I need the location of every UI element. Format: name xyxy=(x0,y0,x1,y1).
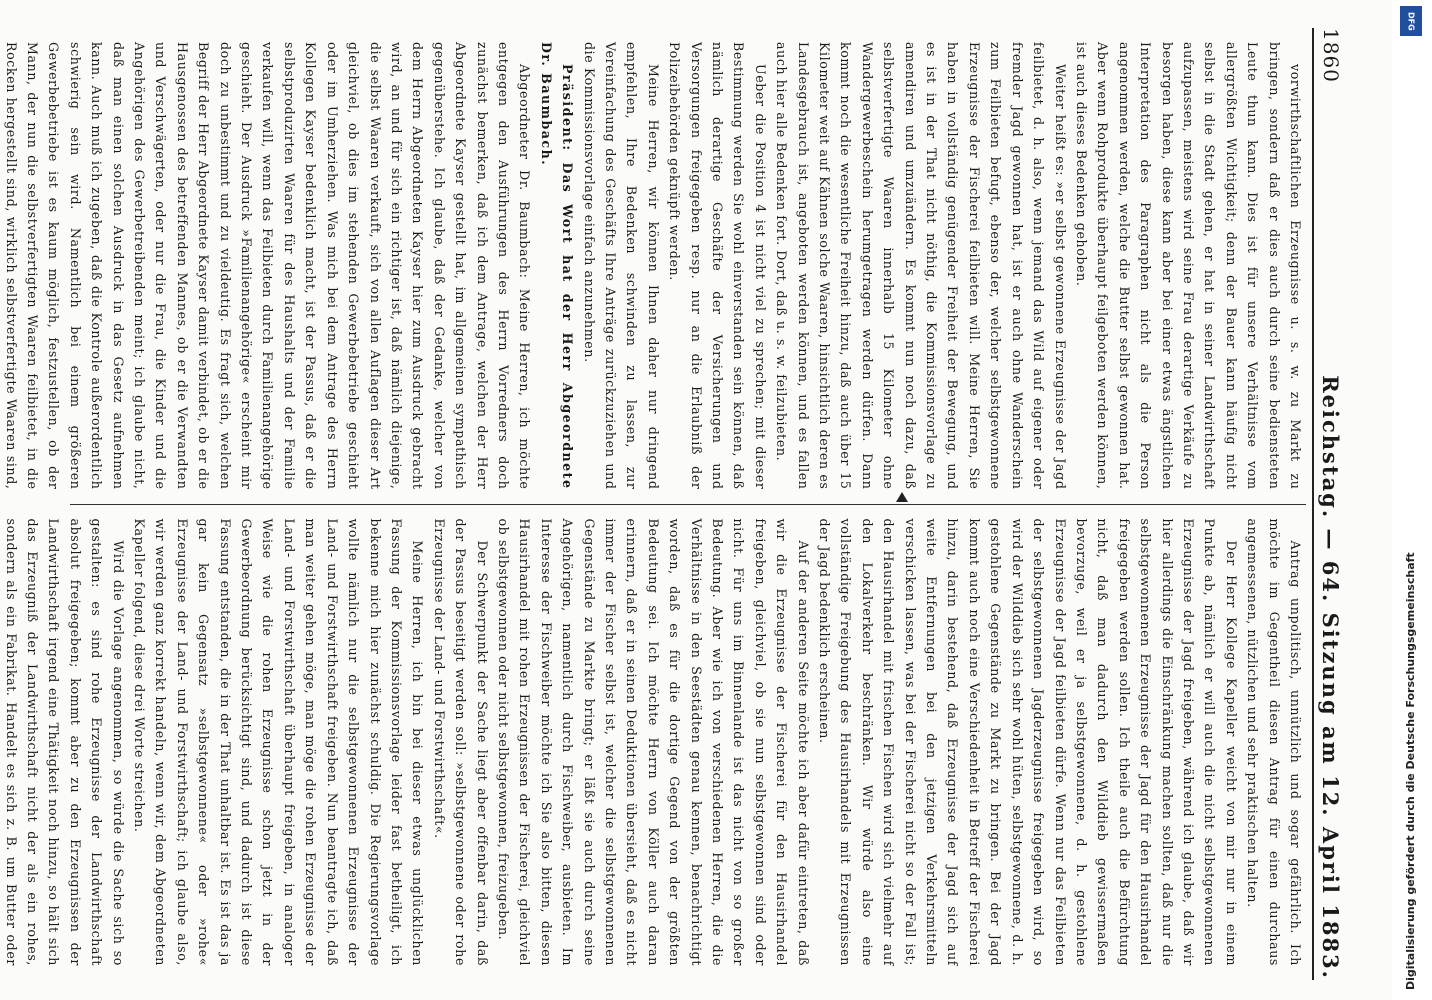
left-column xyxy=(3,28,1306,505)
dfg-logo: DFG xyxy=(1400,6,1422,36)
paragraph: Wird die Vorlage angenommen, so würde die Sache sich so gestalten: es sind rohe Erzeugnisse der Landwirthschaft absolut freigegeben; kommt aber zu den Erzeugnissen der Landwirthschaft irgend eine Thätigkeit noch hinzu, so hält sich das Erzeugniß der Landwirthschaft nicht der als ein rohes, sondern als ein Fabrikat. Handelt es sich z. B. um Butter oder xyxy=(3,518,126,966)
paragraph: Weiter heißt es: »er selbst gewonnene Erzeugnisse der Jagd feilbietet, d. h. also, wenn jemand das Wild auf eigener oder fremder Jagd gewonnen hat, ist er auch ohne Wanderschein zum Feilbieten befugt, ebenso der, welcher selbstgewonnene Erzeugnisse der Fischerei feilbieten will. Meine Herren, Sie haben in vollständig genügender Freiheit der Bewegung, und es ist in der That nicht nöthig, die Kommissionsvorlage zu amendiren und umzuändern. Es kommt nun noch dazu, daß selbstverfertigte Waaren innerhalb 15 Kilometer ohne Wandergewerbeschein herumgetragen werden dürfen. Dann kommt noch die wesentliche Freiheit hinzu, daß auch über 15 Kilometer weit auf Kähnen solche Waaren, hinsichtlich deren es Landesgebrauch ist, angeboten werden können, und es fallen auch hier alle Bedenken fort. Dort, daß u. s. w. feilzubieten. xyxy=(774,42,1068,490)
digitization-credit: Digitalisierung gefördert durch die Deutsche Forschungsgemeinschaft xyxy=(1404,552,1417,990)
speaker-line: Präsident: Das Wort hat der Herr Abgeordnete Dr. Baumbach. xyxy=(538,42,576,490)
paragraph: Ueber die Position 4 ist nicht viel zu sprechen; mit dieser Bestimmung werden Sie wohl einverstanden sein können, daß nämlich derartige Geschäfte der Versicherungen und Versorgungen freigegeben resp. nur an die Erlaubniß der Polizeibehörden geknüpft werden. xyxy=(667,42,768,490)
sidebar xyxy=(1392,0,1432,1000)
paragraph: Auf der anderen Seite möchte ich aber dafür eintreten, daß wir die Erzeugnisse der Fischerei für den Hausirhandel freigeben, gleichviel, ob sie nun selbstgewonnen sind oder nicht. Für uns im Binnenlande ist das nicht von so großer Bedeutung. Aber wie ich von verschiedenen Herren, die die Verhältnisse in den Seestädten genau kennen, benachrichtigt worden, daß es für die dortige Gegend von der größten Bedeutung sei. Ich möchte Herrn von Köller auch daran erinnern, daß er in seinen Deduktionen übersieht, daß es nicht immer der Fischer selbst ist, welcher die selbstgewonnenen Gegenstände zu Markte bringt; er läßt sie auch durch seine Angehörigen, namentlich durch Fischweiber, ausbieten. Im Interesse der Fischweiber möchte ich Sie also bitten, diesen Hausirhandel mit rohen Erzeugnissen der Fischerei, gleichviel ob selbstgewonnen oder nicht selbstgewonnen, freizugeben. xyxy=(495,518,811,966)
column-marker xyxy=(896,492,908,502)
paragraph: Meine Herren, wir können Ihnen daher nur dringend empfehlen, Ihre Bedenken schwinden zu lassen, zur Vereinfachung des Geschäfts Ihre Anträge zurückzuziehen und die Kommissionsvorlage einfach anzunehmen. xyxy=(581,42,661,490)
running-title: Reichstag. — 64. Sitzung am 12. April 1883. xyxy=(1318,375,1344,980)
paragraph: Meine Herren, ich bin bei dieser etwas unglücklichen Fassung der Kommissionsvorlage leider fast betheiligt, ich bekenne mich hier zunächst schuldig. Die Regierungsvorlage wollte nämlich nur die selbstgewonnenen Erzeugnisse der Land- und Forstwirthschaft freigeben. Nun beantragte ich, daß man weiter gehen möge, man möge die rohen Erzeugnisse der Land- und Forstwirthschaft überhaupt freigeben, in analoger Weise wie die rohen Erzeugnisse schon jetzt in der Gewerbeordnung berücksichtigt sind, und dadurch ist diese Fassung entstanden, die in der That unhaltbar ist. Es ist das ja gar kein Gegensatz »selbstgewonnene« oder »rohe« Erzeugnisse der Land- und Forstwirthschaft; ich glaube also, wir werden ganz korrekt handeln, wenn wir, dem Abgeordneten Kapeller folgend, diese drei Worte streichen. xyxy=(132,518,426,966)
page-header xyxy=(1312,28,1348,980)
paragraph: Der Herr Kollege Kapeller weicht von mir nur in einem Punkte ab, nämlich er will auch die nicht selbstgewonnenen Erzeugnisse der Jagd freigeben, während ich glaube, daß wir hier allerdings die Einschränkung machen sollten, daß nur die selbstgewonnenen Erzeugnisse der Jagd für den Hausirhandel freigegeben werden sollen. Ich theile auch die Befürchtung nicht, daß man dadurch den Wilddieb gewissermaßen bevorzuge, weil er ja selbstgewonnene, d. h. gestohlene Erzeugnisse der Jagd feilbieten dürfe. Wenn nur das Feilbieten der selbstgewonnenen Jagderzeugnisse freigegeben wird, so wird der Wilddieb sich sehr wohl hüten, selbstgewonnene, d. h. gestohlene Gegenstände zu Markt zu bringen. Bei der Jagd kommt auch noch eine Verschiedenheit in Betreff der Fischerei hinzu, darin bestehend, daß Erzeugnisse der Jagd sich auf weite Entfernungen bei den jetzigen Verkehrsmitteln verschicken lassen, was bei der Fischerei nicht so der Fall ist; den Hausirhandel mit frischen Fischen wird sich vielmehr auf den Lokalverkehr beschränken. Wir würde also eine vollständige Freigebung des Hausirhandels mit Erzeugnissen der Jagd bedenklich erscheinen. xyxy=(817,518,1239,966)
paragraph: Der Schwerpunkt der Sache liegt aber offenbar darin, daß der Passus beseitigt werden soll: »selbstgewonnene oder rohe Erzeugnisse der Land- und Forstwirthschaft«. xyxy=(431,518,490,966)
paragraph: Abgeordneter Dr. Baumbach: Meine Herren, ich möchte entgegen den Ausführungen des Herrn Vorredners doch zunächst bemerken, daß ich dem Antrage, welchen der Herr Abgeordnete Kayser gestellt hat, im allgemeinen sympathisch gegenüberstehe. Ich glaube, daß der Gedanke, welcher von dem Herrn Abgeordneten Kayser hier zum Ausdruck gebracht wird, an und für sich ein richtiger ist, daß nämlich diejenige, die selbst Waaren verkauft, sich von allen Auflagen dieser Art gleichviel, ob dies im stehenden Gewerbebetriebe geschieht oder im Umherziehen. Was mich bei dem Antrage des Herrn Kollegen Kayser bedenklich macht, ist der Passus, daß er die selbstproduzirten Waaren für des Haushalts und der Familie verkaufen will, wenn das Feilbieten durch Familienangehörige geschieht. Der Ausdruck »Familienangehörige« erscheint mir doch zu unbestimmt und zu vieldeutig. Es fragt sich, welchen Begriff der Herr Abgeordnete Kayser damit verbindet, ob er die Hausgenossen des betreffenden Mannes, ob er die Verwandten und Verschwägerten, oder nur die Frau, die Kinder und die Angehörigen des Gewerbetreibenden meint; ich glaube nicht, daß man einen solchen Ausdruck in das Gesetz aufnehmen kann. Auch muß ich zugeben, daß die Kontrole außerordentlich schwierig sein wird. Namentlich bei einem größeren Gewerbebetriebe ist es kaum möglich, festzustellen, ob der Mann, der nun die selbstverfertigten Waaren feilbietet, in die Rocken hergestellt sind, wirklich selbstverfertigte Waaren sind, xyxy=(3,42,533,490)
paragraph: Antrag unpolitisch, unnützlich und sogar gefährlich. Ich möchte im Gegentheil diesen Antrag für einen durchaus angemessenen, nützlichen und sehr praktischen halten. xyxy=(1245,518,1303,966)
page-number: 1860 xyxy=(1319,28,1343,83)
paragraph: vorwirthschaftlichen Erzeugnisse u. s. w. zu Markt zu bringen, sondern daß er dies auch durch seine bediensteten Leute thun kann. Dies ist für unsere Verhältnisse vom allergrößten Wichtigkeit; denn der Bauer kann häufig nicht selbst in die Stadt gehen, er hat in seiner Landwirthschaft aufzupassen, meistens wird seine Frau derartige Verkäufe zu besorgen haben, diese kann aber bei einer etwas ängstlichen Interpretation des Paragraphen nicht als die Person angenommen werden, welche die Butter selbst gewonnen hat. Aber wenn Rohprodukte überhaupt feilgeboten werden können, ist auch dieses Bedenken gehoben. xyxy=(1073,42,1303,490)
right-column xyxy=(3,505,1306,981)
text-columns xyxy=(3,28,1306,980)
rotated-content xyxy=(3,0,1360,1000)
